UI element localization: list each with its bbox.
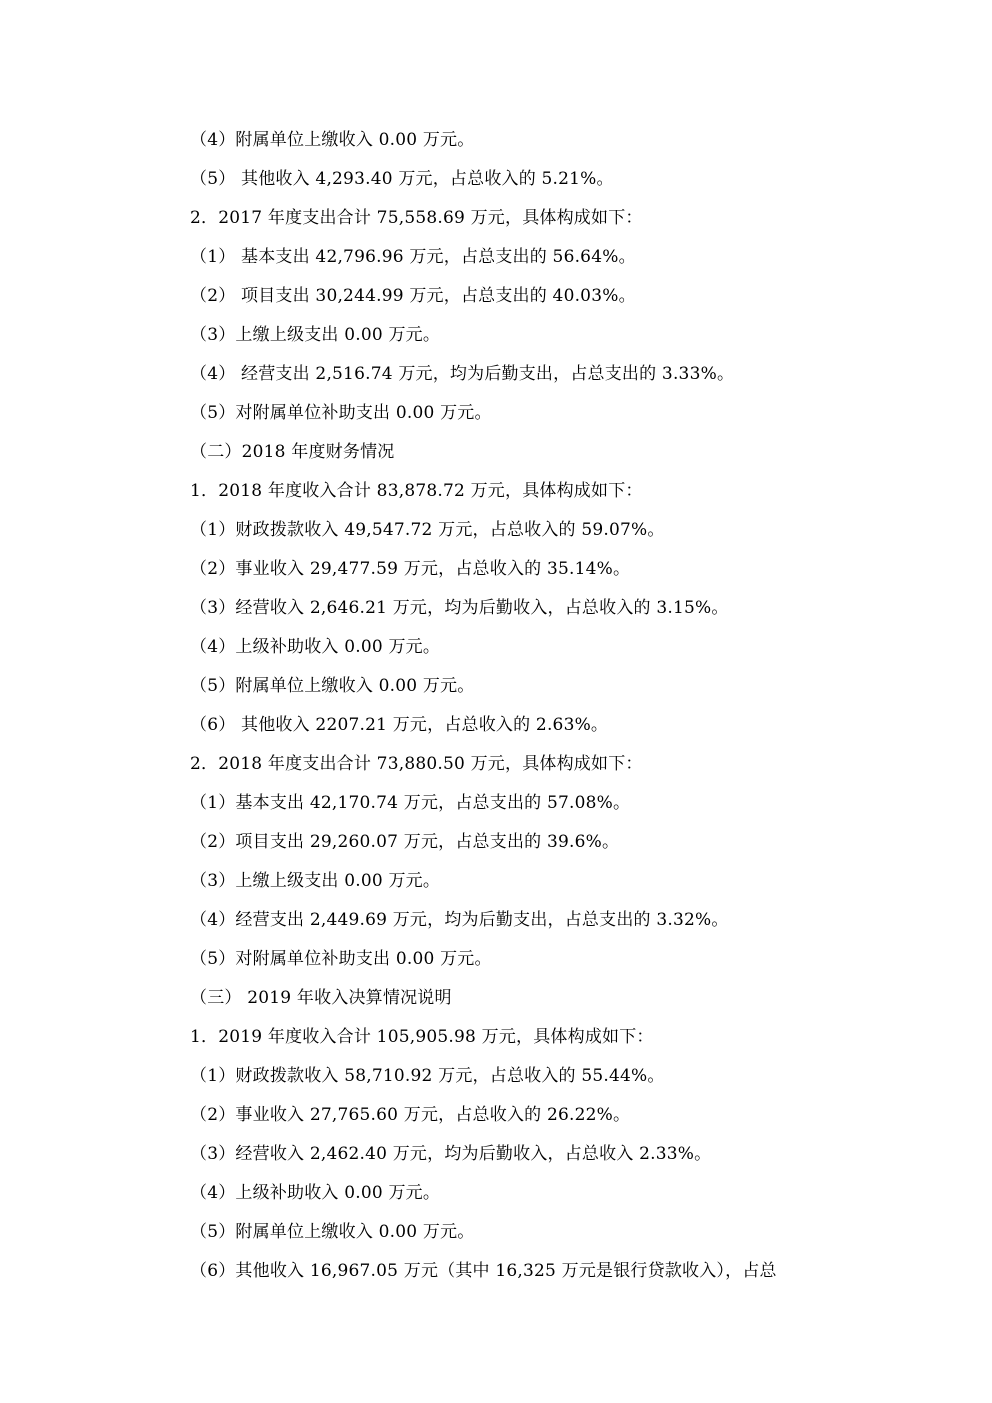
text-line: （3）经营收入 2,646.21 万元，均为后勤收入，占总收入的 3.15%。: [190, 598, 729, 618]
text-line: 2．2018 年度支出合计 73,880.50 万元，具体构成如下：: [190, 754, 643, 774]
text-line: 2．2017 年度支出合计 75,558.69 万元，具体构成如下：: [190, 208, 643, 228]
text-line: （4）上级补助收入 0.00 万元。: [190, 637, 441, 657]
text-line: （2）事业收入 29,477.59 万元，占总收入的 35.14%。: [190, 559, 631, 579]
text-line: （2） 项目支出 30,244.99 万元，占总支出的 40.03%。: [190, 286, 636, 306]
text-line: 1．2019 年度收入合计 105,905.98 万元，具体构成如下：: [190, 1027, 654, 1047]
text-line: （4）经营支出 2,449.69 万元，均为后勤支出，占总支出的 3.32%。: [190, 910, 729, 930]
text-line: （1）财政拨款收入 58,710.92 万元，占总收入的 55.44%。: [190, 1066, 665, 1086]
section-heading: （三） 2019 年收入决算情况说明: [190, 988, 452, 1008]
text-line: （6） 其他收入 2207.21 万元，占总收入的 2.63%。: [190, 715, 609, 735]
text-line: （4）上级补助收入 0.00 万元。: [190, 1183, 441, 1203]
text-line: （2）事业收入 27,765.60 万元，占总收入的 26.22%。: [190, 1105, 631, 1125]
text-line: （5）对附属单位补助支出 0.00 万元。: [190, 403, 492, 423]
text-line: （3）上缴上级支出 0.00 万元。: [190, 871, 441, 891]
text-line: （5）附属单位上缴收入 0.00 万元。: [190, 676, 475, 696]
text-line: （5）对附属单位补助支出 0.00 万元。: [190, 949, 492, 969]
text-line: （5）附属单位上缴收入 0.00 万元。: [190, 1222, 475, 1242]
text-line: （3）上缴上级支出 0.00 万元。: [190, 325, 441, 345]
text-line: （6）其他收入 16,967.05 万元（其中 16,325 万元是银行贷款收入），占总: [190, 1261, 777, 1281]
text-line: （5） 其他收入 4,293.40 万元，占总收入的 5.21%。: [190, 169, 614, 189]
section-heading: （二）2018 年度财务情况: [190, 442, 395, 462]
text-line: （3）经营收入 2,462.40 万元，均为后勤收入，占总收入 2.33%。: [190, 1144, 712, 1164]
text-line: （4）附属单位上缴收入 0.00 万元。: [190, 130, 475, 150]
text-line: （1） 基本支出 42,796.96 万元，占总支出的 56.64%。: [190, 247, 636, 267]
text-line: （1）财政拨款收入 49,547.72 万元，占总收入的 59.07%。: [190, 520, 665, 540]
text-line: （1）基本支出 42,170.74 万元，占总支出的 57.08%。: [190, 793, 631, 813]
text-line: （4） 经营支出 2,516.74 万元，均为后勤支出，占总支出的 3.33%。: [190, 364, 735, 384]
text-line: 1．2018 年度收入合计 83,878.72 万元，具体构成如下：: [190, 481, 643, 501]
text-line: （2）项目支出 29,260.07 万元，占总支出的 39.6%。: [190, 832, 620, 852]
